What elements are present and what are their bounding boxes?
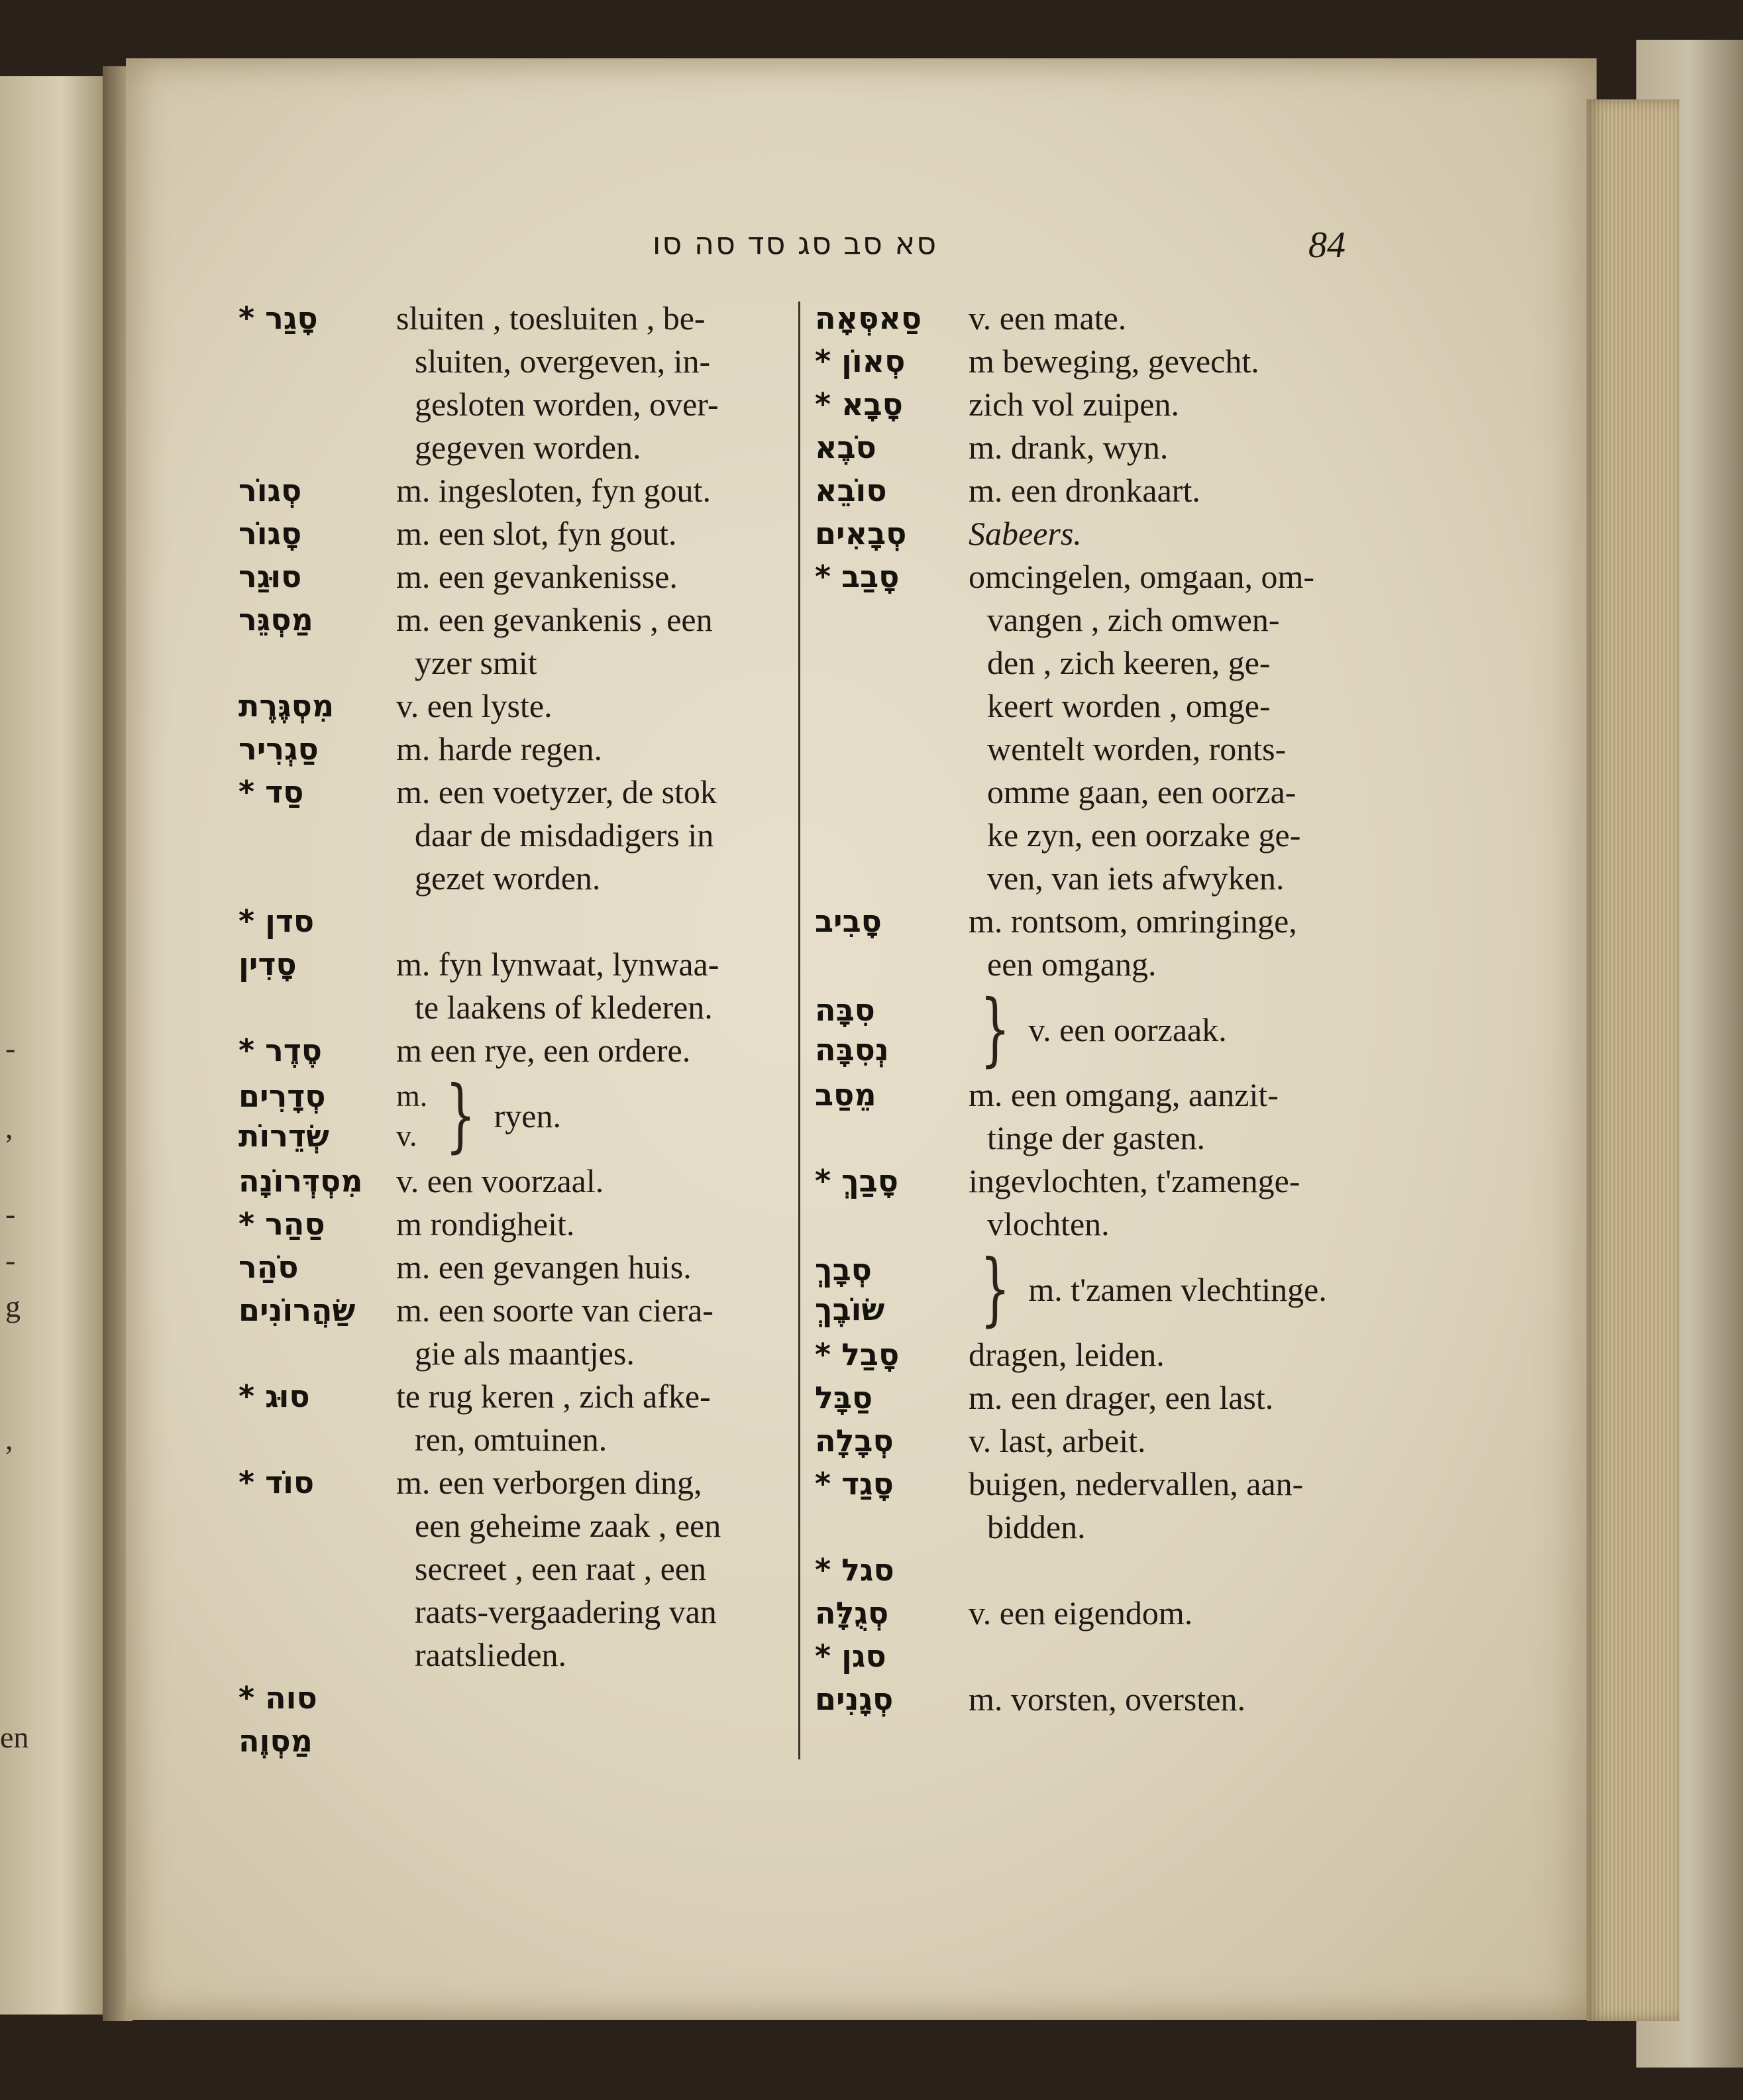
dictionary-entry bbox=[815, 1074, 1358, 1160]
hebrew-headword: סְגוֹר bbox=[238, 472, 302, 508]
definition-line: gegeven worden. bbox=[415, 429, 641, 466]
definition bbox=[390, 685, 795, 728]
dictionary-entry bbox=[815, 1419, 1358, 1463]
hebrew-headword: סְגָנִים bbox=[815, 1681, 894, 1717]
hebrew-headword: נְסִבָּה bbox=[815, 1032, 889, 1068]
definition-line: m. vorsten, oversten. bbox=[969, 1681, 1245, 1718]
definition-line: m. een voetyzer, de stok bbox=[396, 773, 717, 810]
definition-text: v. een oorzaak. bbox=[1028, 1011, 1227, 1048]
definition-line bbox=[396, 1677, 795, 1720]
definition-line: m. een omgang, aanzit- bbox=[969, 1076, 1279, 1113]
brace-symbol: } bbox=[980, 983, 1011, 1076]
left-page-fragment: g bbox=[5, 1290, 21, 1323]
definition-line: m. harde regen. bbox=[396, 730, 602, 767]
definition-line: buigen, nedervallen, aan- bbox=[969, 1465, 1304, 1502]
definition-line: m rondigheit. bbox=[396, 1205, 575, 1243]
definition-line: ke zyn, een oorzake ge- bbox=[987, 816, 1301, 854]
definition bbox=[962, 340, 1358, 383]
left-page-fragment: , bbox=[5, 1111, 13, 1144]
hebrew-headword: סָבַךְ * bbox=[815, 1163, 898, 1199]
left-column bbox=[238, 297, 795, 1763]
dictionary-entry bbox=[238, 1375, 795, 1461]
entry-group bbox=[815, 983, 1358, 1076]
right-column bbox=[815, 297, 1358, 1721]
dictionary-entry bbox=[238, 1289, 795, 1375]
definition-line: dragen, leiden. bbox=[969, 1336, 1165, 1373]
hebrew-headword: סַאסְּאָה bbox=[815, 300, 922, 336]
definition-line: omcingelen, omgaan, om- bbox=[969, 558, 1315, 595]
hebrew-headword: מַסְוֶה bbox=[238, 1723, 313, 1759]
definition-line: m. een gevankenis , een bbox=[396, 601, 713, 638]
column-divider bbox=[798, 302, 800, 1759]
definition bbox=[390, 1160, 795, 1203]
dictionary-entry bbox=[238, 728, 795, 771]
dictionary-entry bbox=[238, 1461, 795, 1677]
hebrew-headword: סְגֻלָּה bbox=[815, 1595, 889, 1631]
dictionary-entry bbox=[815, 1549, 1358, 1592]
hebrew-headword: סְאוֹן * bbox=[815, 343, 906, 379]
definition bbox=[390, 1720, 795, 1763]
definition-line: sluiten , toesluiten , be- bbox=[396, 300, 706, 337]
page-number: 84 bbox=[1308, 225, 1346, 266]
dictionary-entry bbox=[238, 1246, 795, 1289]
dictionary-entry bbox=[238, 512, 795, 555]
definition bbox=[962, 1463, 1358, 1549]
hebrew-headword: סְבָךְ bbox=[815, 1252, 872, 1288]
definition bbox=[390, 728, 795, 771]
hebrew-headword: מֵסַב bbox=[815, 1077, 876, 1113]
left-facing-page bbox=[0, 76, 103, 2015]
definition-line: v. een mate. bbox=[969, 300, 1127, 337]
definition-line: m. ingesloten, fyn gout. bbox=[396, 472, 711, 509]
hebrew-headword: סַהַר * bbox=[238, 1206, 325, 1242]
dictionary-entry bbox=[238, 1677, 795, 1720]
definition-line: gezet worden. bbox=[415, 859, 601, 897]
definition bbox=[390, 297, 795, 469]
definition bbox=[962, 900, 1358, 986]
entry-group bbox=[815, 1243, 1358, 1335]
definition-line: m. fyn lynwaat, lynwaa- bbox=[396, 946, 719, 983]
dictionary-entry bbox=[815, 1635, 1358, 1678]
running-header: סא סב סג סד סה סו bbox=[652, 225, 938, 261]
dictionary-entry bbox=[815, 900, 1358, 986]
definition bbox=[390, 1461, 795, 1677]
hebrew-headword: סוֹד * bbox=[238, 1464, 315, 1500]
dictionary-entry bbox=[238, 943, 795, 1029]
gender-marker: m. bbox=[396, 1079, 428, 1113]
definition-line: m. een verborgen ding, bbox=[396, 1464, 702, 1501]
dictionary-entry bbox=[815, 469, 1358, 512]
hebrew-headword: סְבָלָה bbox=[815, 1423, 894, 1459]
hebrew-headword: סָגַר * bbox=[238, 300, 318, 336]
definition bbox=[962, 512, 1358, 555]
dictionary-entry bbox=[815, 1592, 1358, 1635]
hebrew-headword: סָבִיב bbox=[815, 903, 882, 939]
dictionary-entry bbox=[815, 426, 1358, 469]
definition bbox=[962, 1419, 1358, 1463]
brace-symbol: } bbox=[980, 1243, 1011, 1335]
definition bbox=[962, 469, 1358, 512]
hebrew-headword: סָדִין bbox=[238, 946, 297, 982]
hebrew-headword: שַׂהֲרוֹנִים bbox=[238, 1292, 356, 1328]
dictionary-entry bbox=[815, 383, 1358, 426]
brace-symbol: } bbox=[445, 1070, 476, 1162]
definition bbox=[962, 1160, 1358, 1246]
definition-line: vangen , zich omwen- bbox=[987, 601, 1280, 638]
hebrew-headword: סֹהַר bbox=[238, 1249, 299, 1285]
hebrew-headword: סוה * bbox=[238, 1680, 317, 1716]
hebrew-headword: סַד * bbox=[238, 774, 304, 810]
definition-line bbox=[396, 900, 795, 943]
hebrew-headword: שׂוֹבֶךְ bbox=[815, 1292, 885, 1327]
definition bbox=[390, 943, 795, 1029]
definition-line: m een rye, een ordere. bbox=[396, 1032, 691, 1069]
definition bbox=[390, 771, 795, 900]
definition-line: Sabeers. bbox=[969, 515, 1082, 552]
definition-line bbox=[969, 1549, 1358, 1592]
hebrew-headword: סָגוֹר bbox=[238, 516, 302, 551]
definition-line: gie als maantjes. bbox=[415, 1335, 635, 1372]
definition bbox=[390, 555, 795, 598]
hebrew-headword: סוּגַר bbox=[238, 559, 302, 594]
definition-line: yzer smit bbox=[415, 644, 537, 681]
definition-line: daar de misdadigers in bbox=[415, 816, 714, 854]
dictionary-entry bbox=[238, 1160, 795, 1203]
hebrew-headword: מִסְגֶּרֶת bbox=[238, 688, 335, 724]
left-page-fragment: - bbox=[5, 1197, 16, 1231]
definition bbox=[962, 297, 1358, 340]
headword-stack bbox=[815, 990, 962, 1070]
definition-line: een omgang. bbox=[987, 946, 1157, 983]
definition-line: keert worden , omge- bbox=[987, 687, 1271, 724]
definition-line: ren, omtuinen. bbox=[415, 1421, 607, 1458]
definition-line: wentelt worden, ronts- bbox=[987, 730, 1287, 767]
definition-line: ingevlochten, t'zamenge- bbox=[969, 1162, 1300, 1199]
definition bbox=[962, 426, 1358, 469]
definition-line: vlochten. bbox=[987, 1205, 1110, 1243]
hebrew-headword: סגן * bbox=[815, 1638, 886, 1674]
dictionary-entry bbox=[815, 555, 1358, 900]
definition bbox=[390, 469, 795, 512]
hebrew-headword: סוּג * bbox=[238, 1378, 310, 1414]
definition bbox=[962, 1549, 1358, 1592]
definition-line: v. een voorzaal. bbox=[396, 1162, 604, 1199]
definition-line: m. rontsom, omringinge, bbox=[969, 903, 1297, 940]
definition-line: v. een eigendom. bbox=[969, 1594, 1193, 1631]
dictionary-entry bbox=[815, 1678, 1358, 1721]
definition-line bbox=[396, 1720, 795, 1763]
definition bbox=[390, 512, 795, 555]
definition-line: tinge der gasten. bbox=[987, 1119, 1206, 1156]
definition bbox=[390, 1677, 795, 1720]
dictionary-entry bbox=[238, 469, 795, 512]
definition-text: ryen. bbox=[494, 1097, 561, 1134]
definition-line: v. een lyste. bbox=[396, 687, 553, 724]
hebrew-headword: סְבָאִים bbox=[815, 516, 907, 551]
definition-line: m. een drager, een last. bbox=[969, 1379, 1274, 1416]
dictionary-entry bbox=[815, 1463, 1358, 1549]
hebrew-headword: סַגְרִיר bbox=[238, 731, 319, 767]
definition-line: raats-vergaadering van bbox=[415, 1593, 717, 1630]
dictionary-entry bbox=[238, 685, 795, 728]
definition bbox=[390, 1375, 795, 1461]
definition-line: bidden. bbox=[987, 1508, 1086, 1545]
dictionary-entry bbox=[815, 512, 1358, 555]
hebrew-headword: מִסְדְּרוֹנָה bbox=[238, 1163, 363, 1199]
definition bbox=[962, 1635, 1358, 1678]
definition-line: zich vol zuipen. bbox=[969, 386, 1179, 423]
definition-line: m. drank, wyn. bbox=[969, 429, 1169, 466]
definition-line: te rug keren , zich afke- bbox=[396, 1378, 711, 1415]
definition bbox=[390, 1246, 795, 1289]
definition bbox=[962, 383, 1358, 426]
definition-line: ven, van iets afwyken. bbox=[987, 859, 1285, 897]
hebrew-headword: סְדָרִים bbox=[238, 1078, 326, 1114]
hebrew-headword: סַבָּל bbox=[815, 1380, 873, 1415]
definition bbox=[962, 1333, 1358, 1376]
definition-line: den , zich keeren, ge- bbox=[987, 644, 1271, 681]
hebrew-headword: סָבַב * bbox=[815, 559, 900, 594]
hebrew-headword: מַסְגֵּר bbox=[238, 602, 313, 637]
dictionary-entry bbox=[815, 1376, 1358, 1419]
hebrew-headword: סָבַל * bbox=[815, 1337, 900, 1372]
definition-line: gesloten worden, over- bbox=[415, 386, 719, 423]
definition bbox=[962, 555, 1358, 900]
dictionary-entry bbox=[238, 598, 795, 685]
definition-text: m. t'zamen vlechtinge. bbox=[1028, 1271, 1327, 1308]
dictionary-entry bbox=[238, 555, 795, 598]
dictionary-entry bbox=[238, 297, 795, 469]
entry-group bbox=[238, 1070, 795, 1162]
definition bbox=[390, 900, 795, 943]
definition-line: sluiten, overgeven, in- bbox=[415, 343, 711, 380]
definition bbox=[390, 1203, 795, 1246]
left-page-fragment: - bbox=[5, 1243, 16, 1277]
dictionary-entry bbox=[815, 340, 1358, 383]
definition bbox=[962, 1678, 1358, 1721]
hebrew-headword: סִבָּה bbox=[815, 992, 875, 1028]
definition bbox=[962, 1074, 1358, 1160]
definition-line: secreet , een raat , een bbox=[415, 1550, 706, 1587]
definition bbox=[390, 598, 795, 685]
definition-line bbox=[969, 1635, 1358, 1678]
page-block-edge bbox=[1587, 99, 1679, 2021]
dictionary-entry bbox=[815, 1160, 1358, 1246]
dictionary-entry bbox=[238, 1203, 795, 1246]
hebrew-headword: סֶדֶר * bbox=[238, 1032, 323, 1068]
hebrew-headword: סָגַד * bbox=[815, 1466, 894, 1502]
gender-markers bbox=[390, 1076, 427, 1156]
dictionary-entry bbox=[238, 900, 795, 943]
definition-line: te laakens of klederen. bbox=[415, 989, 713, 1026]
dictionary-entry bbox=[815, 297, 1358, 340]
definition-line: m. een gevankenisse. bbox=[396, 558, 678, 595]
definition-line: m beweging, gevecht. bbox=[969, 343, 1259, 380]
definition bbox=[962, 1592, 1358, 1635]
left-page-fragment: , bbox=[5, 1422, 13, 1456]
hebrew-headword: סדן * bbox=[238, 903, 315, 939]
definition-line: m. een gevangen huis. bbox=[396, 1248, 692, 1286]
definition-line: m. een soorte van ciera- bbox=[396, 1292, 713, 1329]
definition-line: raatslieden. bbox=[415, 1636, 567, 1673]
hebrew-headword: סֹבֶא bbox=[815, 429, 876, 465]
dictionary-entry bbox=[238, 771, 795, 900]
dictionary-entry bbox=[815, 1333, 1358, 1376]
definition-line: een geheime zaak , een bbox=[415, 1507, 721, 1544]
gender-marker: v. bbox=[396, 1119, 417, 1152]
definition bbox=[390, 1029, 795, 1072]
definition-line: m. een dronkaart. bbox=[969, 472, 1200, 509]
left-page-fragment: - bbox=[5, 1031, 16, 1065]
hebrew-headword: שְׂדֵרוֹת bbox=[238, 1118, 329, 1154]
definition bbox=[962, 1376, 1358, 1419]
hebrew-headword: סָבָא * bbox=[815, 386, 903, 422]
dictionary-entry bbox=[238, 1029, 795, 1072]
headword-stack bbox=[238, 1076, 390, 1156]
definition-line: v. last, arbeit. bbox=[969, 1422, 1146, 1459]
hebrew-headword: סוֹבֵא bbox=[815, 472, 887, 508]
hebrew-headword: סגל * bbox=[815, 1552, 894, 1588]
headword-stack bbox=[815, 1250, 962, 1329]
definition bbox=[390, 1289, 795, 1375]
left-page-fragment: en bbox=[0, 1720, 29, 1754]
definition-line: omme gaan, een oorza- bbox=[987, 773, 1296, 810]
dictionary-entry bbox=[238, 1720, 795, 1763]
definition-line: m. een slot, fyn gout. bbox=[396, 515, 677, 552]
